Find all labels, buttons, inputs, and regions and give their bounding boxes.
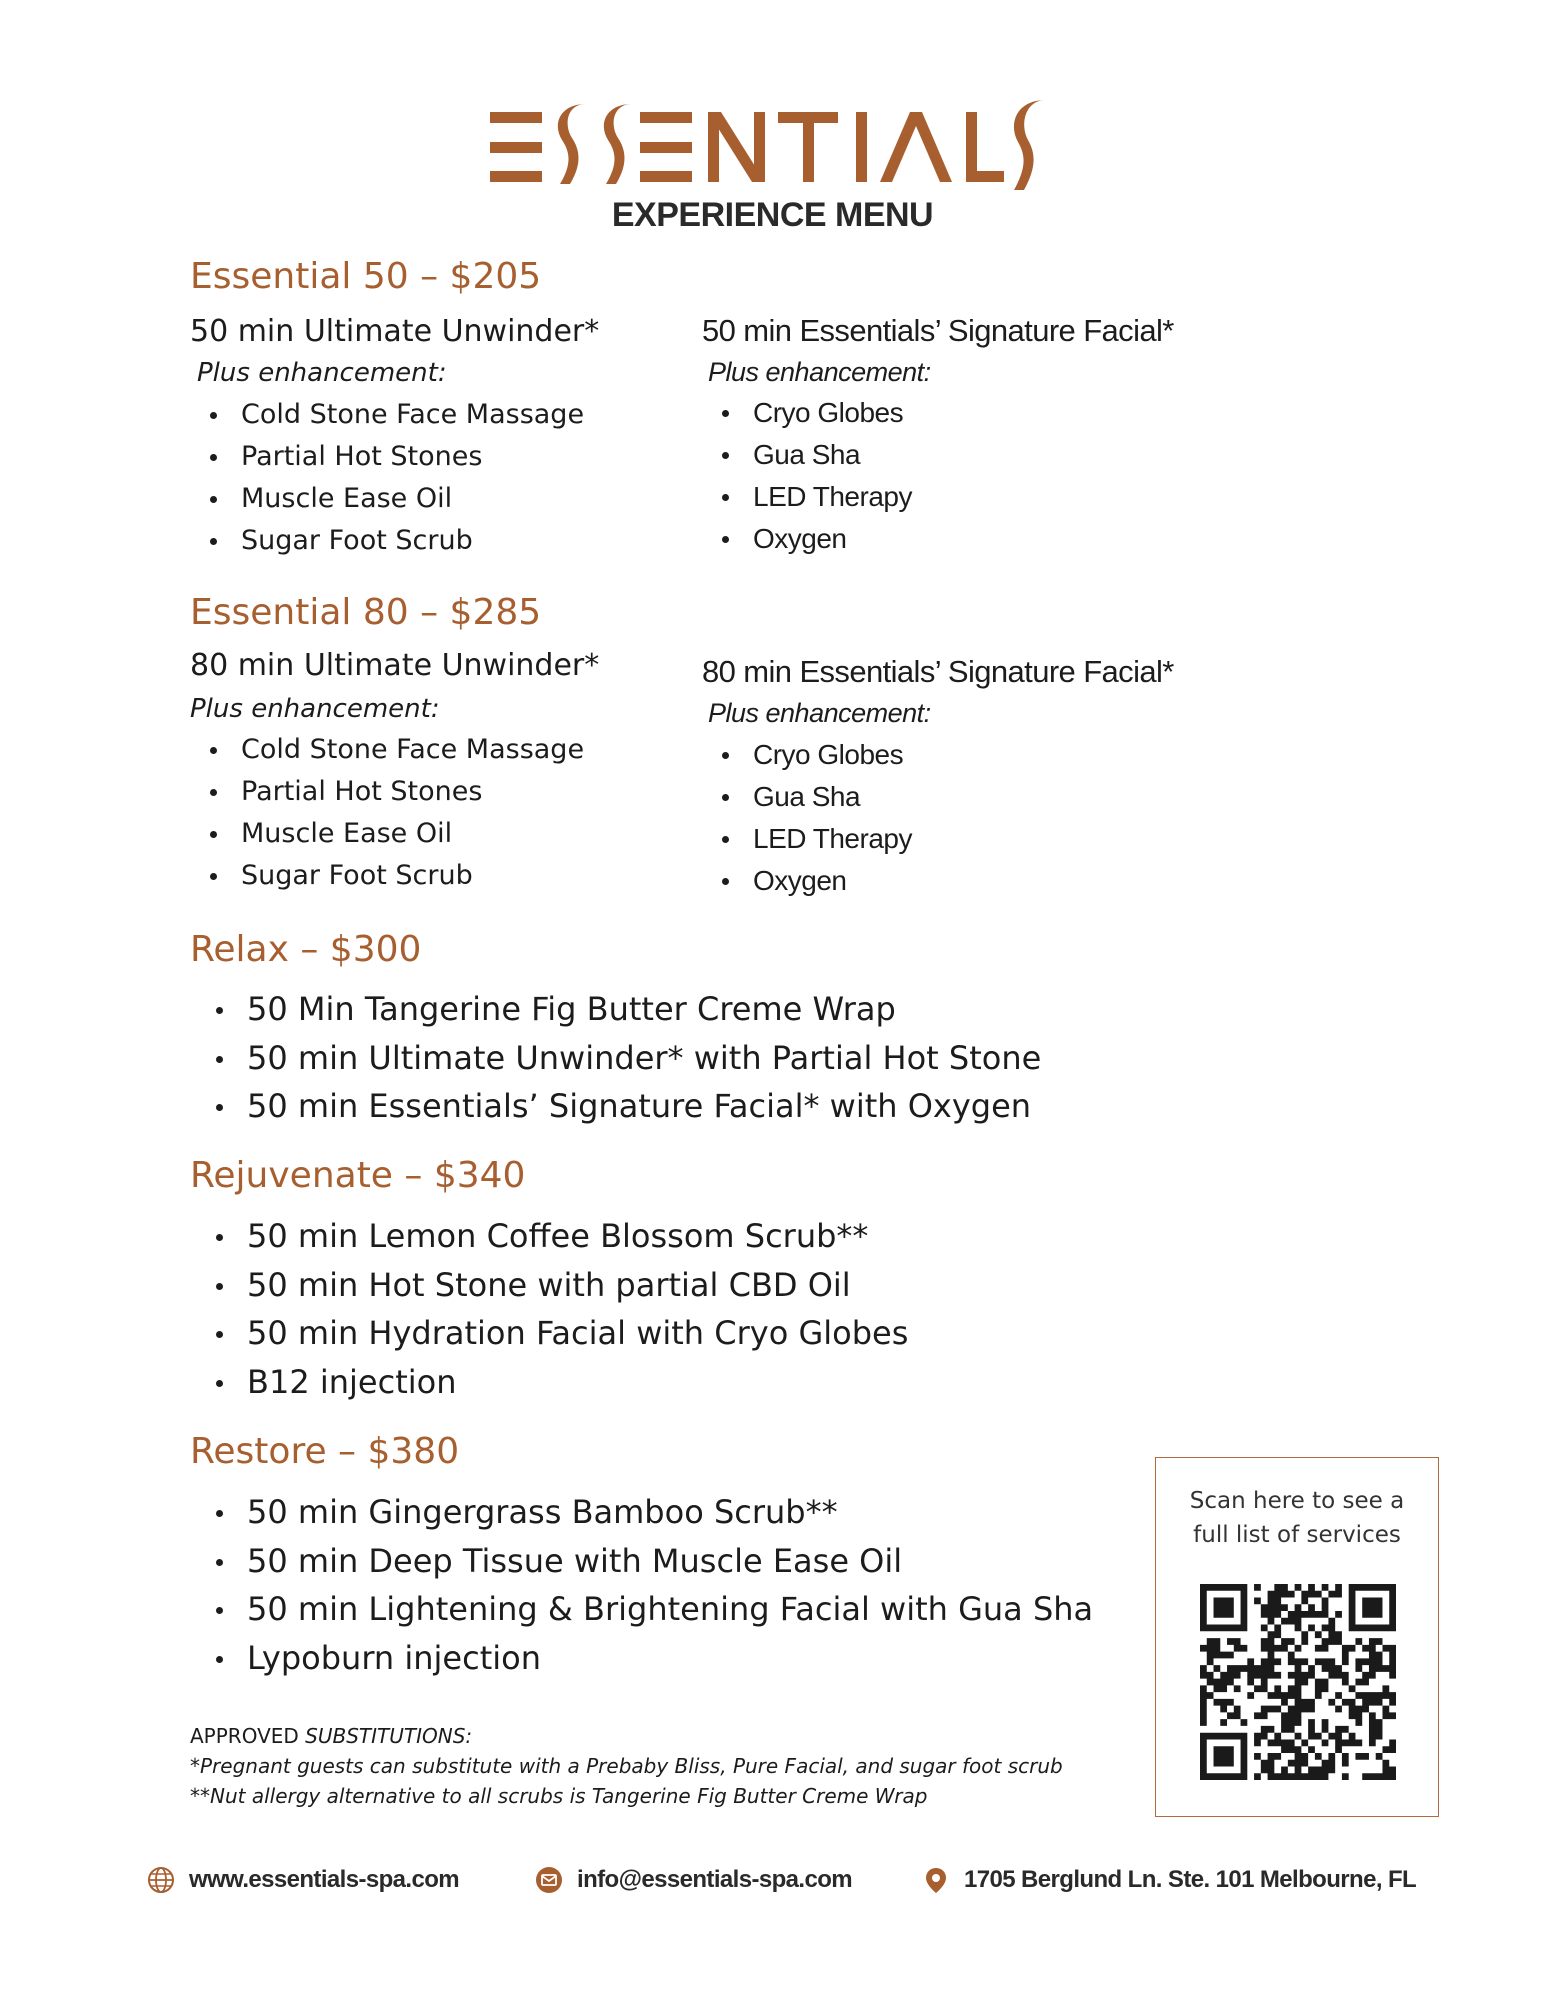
essential-80-left-title: 80 min Ultimate Unwinder* (190, 648, 600, 683)
essential-50-left-plus: Plus enhancement: (197, 358, 447, 388)
list-item: Muscle Ease Oil (190, 813, 584, 855)
list-item: B12 injection (190, 1358, 908, 1407)
list-item: Cryo Globes (702, 734, 912, 776)
website-text: www.essentials-spa.com (189, 1866, 460, 1893)
substitution-notes (190, 1721, 1063, 1811)
list-item: 50 min Ultimate Unwinder* with Partial Hot Stone (190, 1034, 1041, 1083)
essentials-logo (490, 96, 1050, 194)
qr-code[interactable] (1200, 1584, 1396, 1780)
relax-title: Relax – $300 (190, 929, 422, 970)
list-item: Sugar Foot Scrub (190, 855, 584, 897)
list-item: Oxygen (702, 518, 912, 560)
essential-50-right-title: 50 min Essentials’ Signature Facial* (702, 313, 1174, 348)
essential-80-left-plus: Plus enhancement: (190, 694, 440, 724)
email-link[interactable] (535, 1860, 852, 1900)
list-item: 50 min Deep Tissue with Muscle Ease Oil (190, 1537, 1093, 1586)
notes-approved: APPROVED (190, 1724, 299, 1748)
list-item: Oxygen (702, 860, 912, 902)
globe-icon (147, 1866, 175, 1894)
rejuvenate-list (190, 1212, 908, 1406)
list-item: Cold Stone Face Massage (190, 729, 584, 771)
note-line-2: **Nut allergy alternative to all scrubs is Tangerine Fig Butter Creme Wrap (190, 1784, 928, 1808)
page-subtitle: EXPERIENCE MENU (611, 196, 934, 234)
mail-icon (535, 1866, 563, 1894)
qr-caption (1156, 1484, 1438, 1552)
list-item: Sugar Foot Scrub (190, 520, 584, 562)
essential-80-title: Essential 80 – $285 (190, 592, 542, 633)
notes-heading (190, 1721, 1063, 1751)
list-item: LED Therapy (702, 818, 912, 860)
essential-80-left-list (190, 729, 584, 897)
list-item: 50 min Essentials’ Signature Facial* with Oxygen (190, 1082, 1041, 1131)
note-line-1: *Pregnant guests can substitute with a Prebaby Bliss, Pure Facial, and sugar foot scrub (190, 1754, 1063, 1778)
rejuvenate-title: Rejuvenate – $340 (190, 1155, 526, 1196)
list-item: 50 min Lightening & Brightening Facial with Gua Sha (190, 1585, 1093, 1634)
restore-title: Restore – $380 (190, 1431, 460, 1472)
list-item: 50 Min Tangerine Fig Butter Creme Wrap (190, 985, 1041, 1034)
list-item: Cold Stone Face Massage (190, 394, 584, 436)
essential-50-title: Essential 50 – $205 (190, 256, 542, 297)
essential-50-left-list (190, 394, 584, 562)
essential-50-right-plus: Plus enhancement: (708, 357, 931, 387)
list-item: 50 min Lemon Coffee Blossom Scrub** (190, 1212, 908, 1261)
footer (0, 1860, 1545, 1900)
email-text: info@essentials-spa.com (577, 1866, 853, 1893)
address-link[interactable] (922, 1860, 1416, 1900)
list-item: Gua Sha (702, 434, 912, 476)
website-link[interactable] (147, 1860, 459, 1900)
essential-80-right-list (702, 734, 912, 902)
location-pin-icon (922, 1866, 950, 1894)
address-text: 1705 Berglund Ln. Ste. 101 Melbourne, FL (964, 1866, 1417, 1893)
list-item: 50 min Gingergrass Bamboo Scrub** (190, 1488, 1093, 1537)
essential-80-right-title: 80 min Essentials’ Signature Facial* (702, 654, 1174, 689)
qr-code-box (1155, 1457, 1439, 1817)
list-item: LED Therapy (702, 476, 912, 518)
list-item: Partial Hot Stones (190, 771, 584, 813)
list-item: 50 min Hot Stone with partial CBD Oil (190, 1261, 908, 1310)
essential-50-left-title: 50 min Ultimate Unwinder* (190, 314, 600, 349)
list-item: Gua Sha (702, 776, 912, 818)
relax-list (190, 985, 1041, 1131)
notes-substitutions: SUBSTITUTIONS: (305, 1724, 473, 1748)
list-item: Partial Hot Stones (190, 436, 584, 478)
list-item: Muscle Ease Oil (190, 478, 584, 520)
list-item: Cryo Globes (702, 392, 912, 434)
restore-list (190, 1488, 1093, 1682)
qr-caption-line-1: Scan here to see a (1189, 1488, 1405, 1514)
essential-80-right-plus: Plus enhancement: (708, 698, 931, 728)
essential-50-right-list (702, 392, 912, 560)
list-item: 50 min Hydration Facial with Cryo Globes (190, 1309, 908, 1358)
qr-caption-line-2: full list of services (1193, 1522, 1401, 1548)
list-item: Lypoburn injection (190, 1634, 1093, 1683)
